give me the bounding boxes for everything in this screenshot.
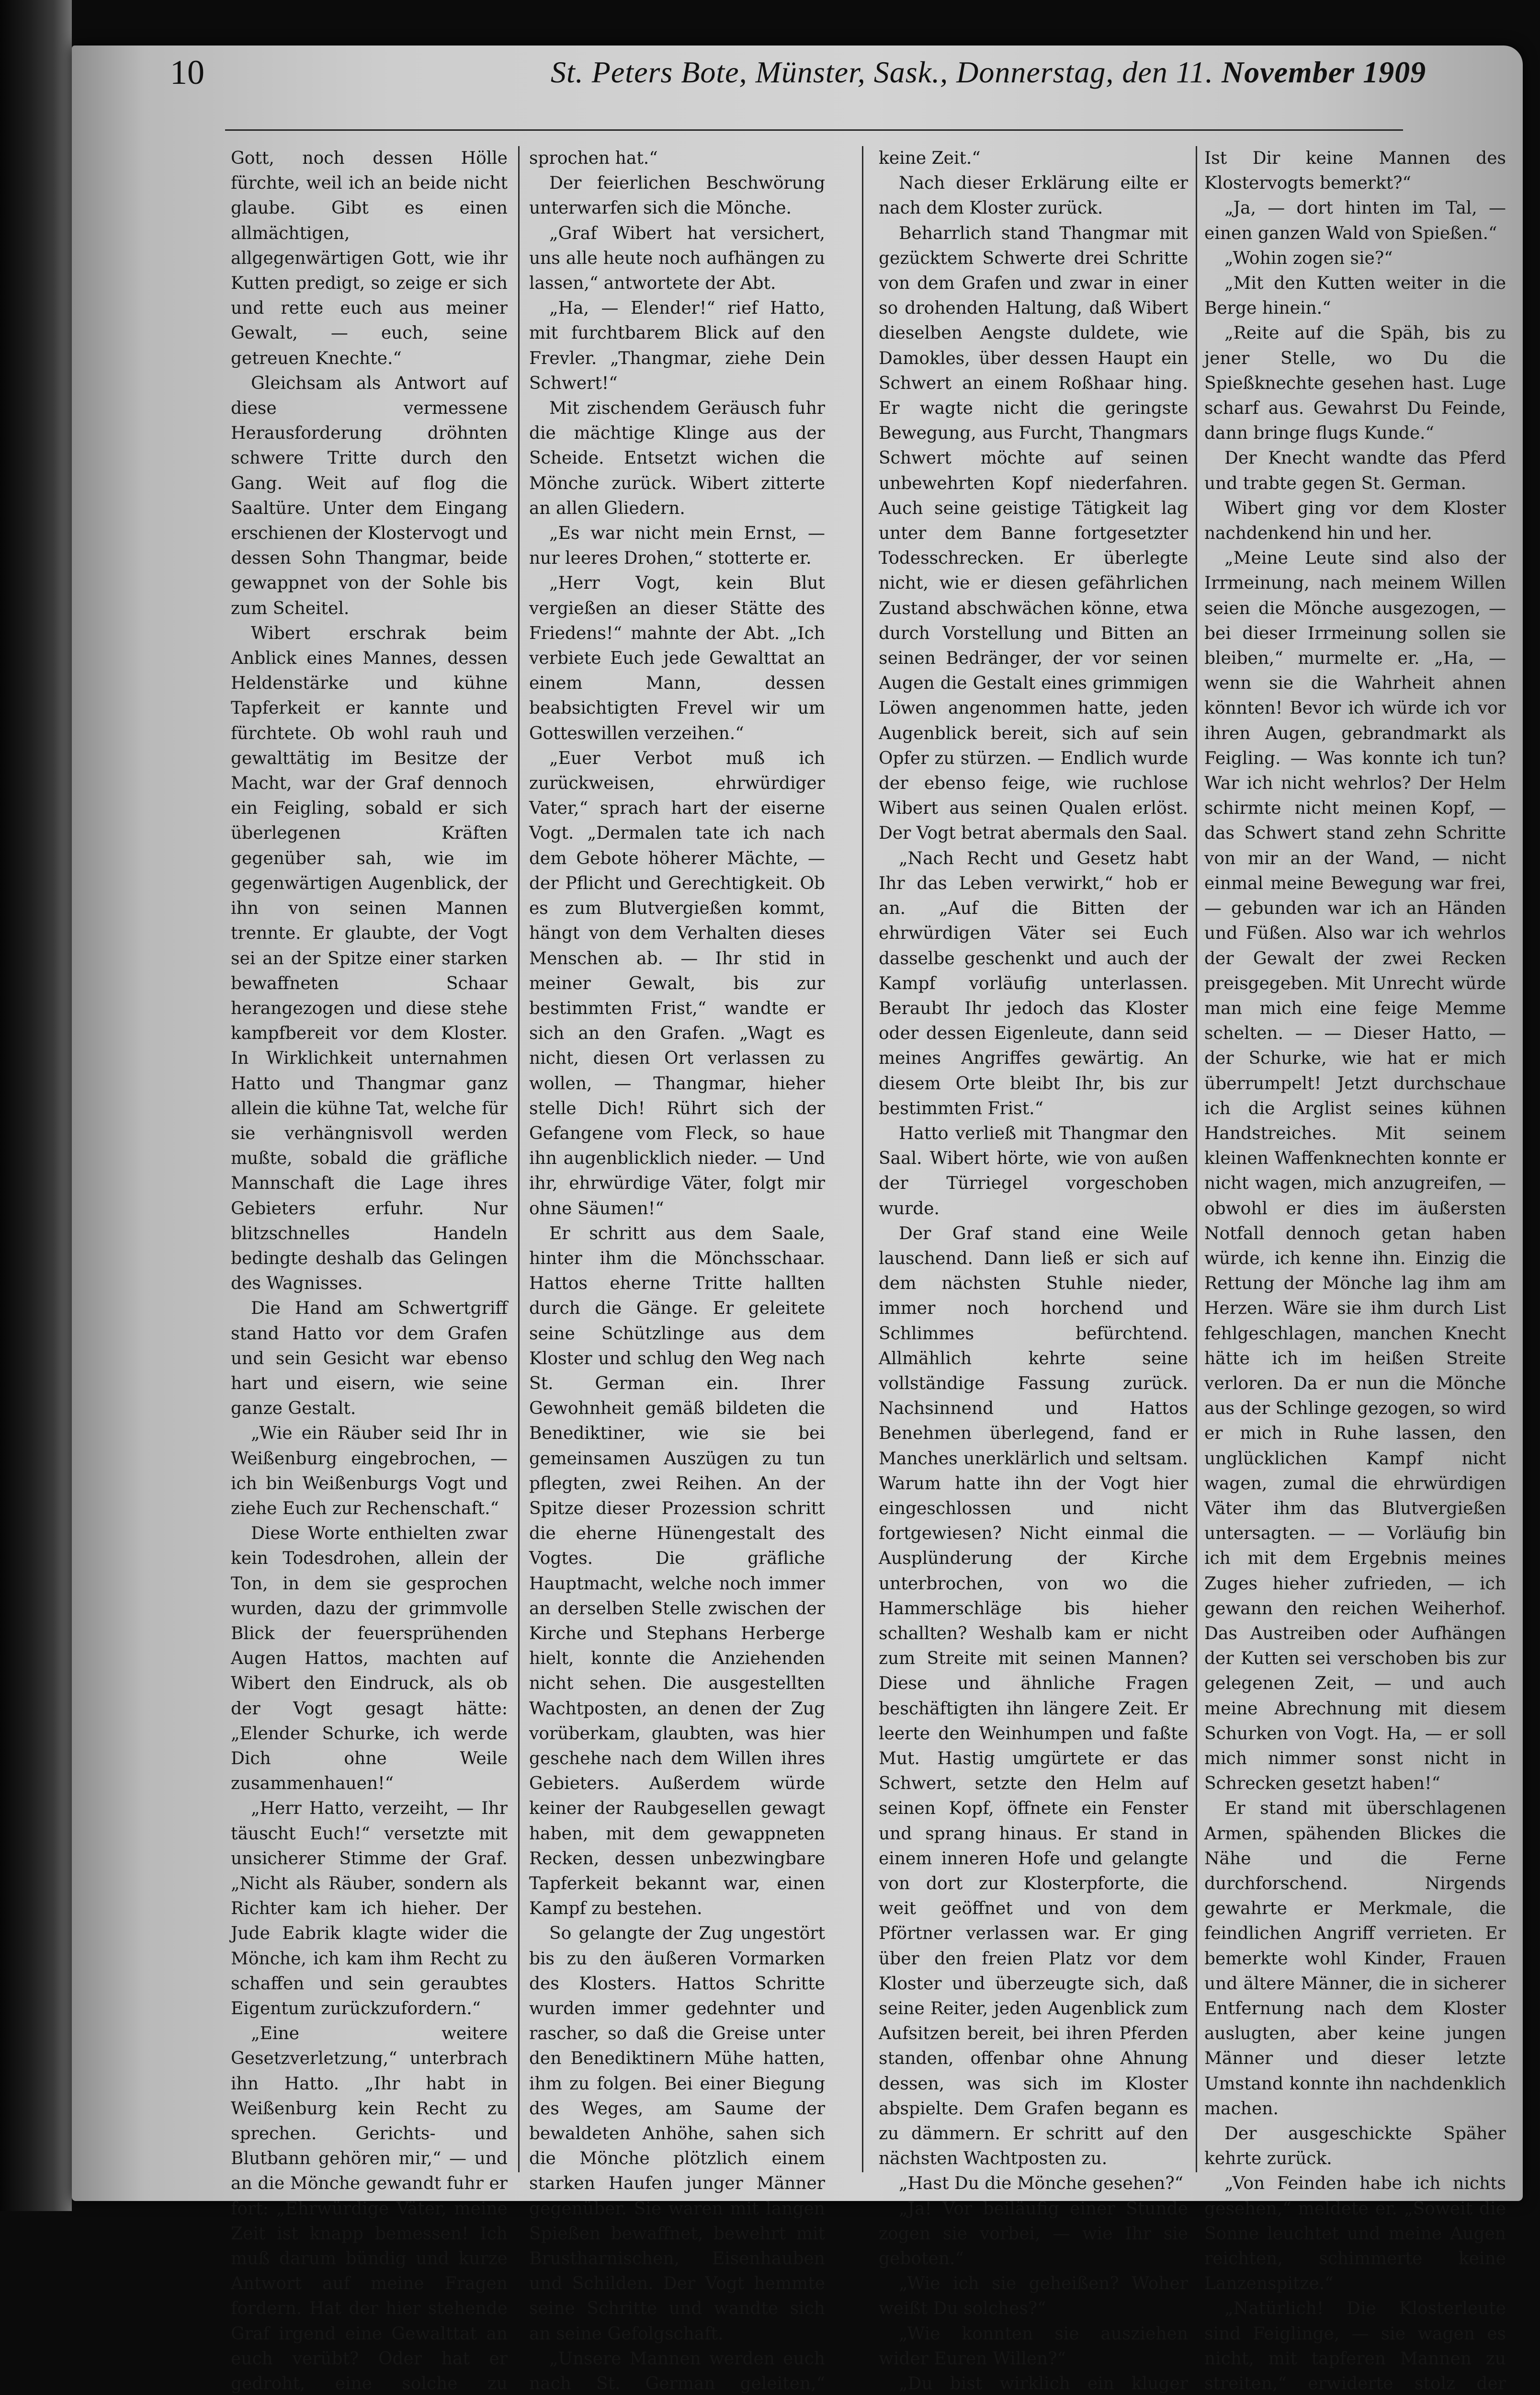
article-paragraph: sprochen hat.“: [529, 148, 658, 168]
article-paragraph: „Herr Vogt, kein Blut vergießen an dieser Stätte des Friedens!“ mahnte der Abt. „Ich verbiete Euch jede Gewalttat an einem Mann, dessen beabsichtigten Frevel wir um Gotteswillen verzeihen.“: [529, 573, 825, 743]
article-paragraph: „Ja! Vor beiläufig einer Stunde zogen sie vorbei, — wie Ihr sie geboten.“: [879, 2199, 1188, 2269]
article-paragraph: „Du bist wirklich ein kluger: [899, 2374, 1188, 2394]
header-rule: [225, 129, 1403, 131]
text-column-4: [1204, 146, 1506, 2394]
article-paragraph: Gleichsam als Antwort auf diese vermessene Herausforderung dröhnten schwere Tritte durch den Gang. Weit auf flog die Saaltüre. Unter dem Eingang erschienen der Klostervogt und dessen Sohn Thangmar, beide gewappnet von der Sohle bis zum Scheitel.: [231, 373, 508, 618]
article-paragraph: Wibert ging vor dem Kloster nachdenkend hin und her.: [1204, 498, 1506, 544]
article-paragraph: „Von Feinden habe ich nichts gesehen,“ meldete er. „Soweit die Sonne leuchtet und meine Augen reichten, schimmerte keine Lanzenspitze.“: [1204, 2174, 1506, 2294]
text-column-3: [879, 146, 1188, 2394]
book-spine: [0, 0, 72, 2211]
article-paragraph: „Natürlich! Die Klosterleute sind Feiglinge, — sie wagen es nicht, mit tapferen Mannen zu streiten,“ erwiderte stolz der: [1204, 2299, 1506, 2394]
article-paragraph: Beharrlich stand Thangmar mit gezücktem Schwerte drei Schritte von dem Grafen und zwar in einer so drohenden Haltung, daß Wibert dieselben Aengste duldete, wie Damokles, über dessen Haupt ein Schwert an einem Roßhaar hing. Er wagte nicht die geringste Bewegung, aus Furcht, Thangmars Schwert möchte auf seinen unbewehrten Kopf niederfahren. Auch seine geistige Tätigkeit lag unter dem Banne fortgesetzter Todesschrecken. Er überlegte nicht, wie er diesen gefährlichen Zustand abschwächen könne, etwa durch Vorstellung und Bitten an seinen Bedränger, der vor seinen Augen die Gestalt eines grimmigen Löwen angenommen hatte, jeden Augenblick bereit, sich auf sein Opfer zu stürzen. — Endlich wurde der ebenso feige, wie ruchlose Wibert aus seinen Qualen erlöst. Der Vogt betrat abermals den Saal.: [879, 223, 1188, 844]
article-paragraph: Der feierlichen Beschwörung unterwarfen sich die Mönche.: [529, 173, 825, 218]
column-divider: [862, 146, 863, 2172]
article-paragraph: „Wohin zogen sie?“: [1224, 248, 1393, 268]
article-paragraph: Wibert erschrak beim Anblick eines Mannes, dessen Heldenstärke und kühne Tapferkeit er kannte und fürchtete. Ob wohl rauh und gewalttätig im Besitze der Macht, war der Graf dennoch ein Feigling, sobald er sich überlegenen Kräften gegenüber sah, wie im gegenwärtigen Augenblick, der ihn von seinen Mannen trennte. Er glaubte, der Vogt sei an der Spitze einer starken bewaffneten Schaar herangezogen und diese stehe kampfbereit vor dem Kloster. In Wirklichkeit unternahmen Hatto und Thangmar ganz allein die kühne Tat, welche für sie verhängnisvoll werden mußte, sobald die gräfliche Mannschaft die Lage ihres Gebieters erfuhr. Nur blitzschnelles Handeln bedingte deshalb das Gelingen des Wagnisses.: [231, 623, 508, 1294]
article-paragraph: „Es war nicht mein Ernst, — nur leeres Drohen,“ stotterte er.: [529, 524, 825, 569]
column-divider: [518, 146, 520, 2172]
article-paragraph: „Mit den Kutten weiter in die Berge hinein.“: [1204, 274, 1506, 319]
masthead-prefix: St. Peters Bote, Münster, Sask., Donnerstag, den 11.: [551, 55, 1222, 89]
article-paragraph: „Unsere Mannen werden euch nach St. German geleiten,“: [529, 2349, 825, 2394]
article-paragraph: „Herr Hatto, verzeiht, — Ihr täuscht Euch!“ versetzte mit unsicherer Stimme der Graf. „Nicht als Räuber, sondern als Richter kam ich hieher. Der Jude Eabrik klagte wider die Mönche, ich kam ihm Recht zu schaffen und sein geraubtes Eigentum zurückzufordern.“: [231, 1799, 508, 2019]
article-paragraph: „Hast Du die Mönche gesehen?“: [899, 2174, 1184, 2194]
article-paragraph: „Wie ich sie geheißen? Woher weißt Du solches?“: [879, 2274, 1188, 2319]
article-paragraph: Er stand mit überschlagenen Armen, spähenden Blickes die Nähe und die Ferne durchforschend. Nirgends gewahrte er Merkmale, die feindlichen Angriff verrieten. Er bemerkte wohl Kinder, Frauen und ältere Männer, die in sicherer Entfernung nach dem Kloster auslugten, aber keine jungen Männer und dieser letzte Umstand konnte ihn nachdenklich machen.: [1204, 1799, 1506, 2119]
article-paragraph: „Nach Recht und Gesetz habt Ihr das Leben verwirkt,“ hob er an. „Auf die Bitten der ehrwürdigen Väter sei Euch dasselbe geschenkt und auch der Kampf vorläufig unterlassen. Beraubt Ihr jedoch das Kloster oder dessen Eigenleute, dann seid meines Angriffes gewärtig. An diesem Orte bleibt Ihr, bis zur bestimmten Frist.“: [879, 848, 1188, 1118]
page-number: 10: [170, 53, 204, 91]
article-paragraph: „Ja, — dort hinten im Tal, — einen ganzen Wald von Spießen.“: [1204, 198, 1506, 243]
article-paragraph: Diese Worte enthielten zwar kein Todesdrohen, allein der Ton, in dem sie gesprochen wurden, dazu der grimmvolle Blick der feuersprühenden Augen Hattos, machten auf Wibert den Eindruck, als ob der Vogt gesagt hätte: „Elender Schurke, ich werde Dich ohne Weile zusammenhauen!“: [231, 1524, 508, 1794]
article-paragraph: „Ha, — Elender!“ rief Hatto, mit furchtbarem Blick auf den Frevler. „Thangmar, ziehe Dein Schwert!“: [529, 298, 825, 393]
article-paragraph: Er schritt aus dem Saale, hinter ihm die Mönchsschaar. Hattos eherne Tritte hallten durch die Gänge. Er geleitete seine Schützlinge aus dem Kloster und schlug den Weg nach St. German ein. Ihrer Gewohnheit gemäß bildeten die Benediktiner, wie sie bei gemeinsamen Auszügen zu tun pflegten, zwei Reihen. An der Spitze dieser Prozession schritt die eherne Hünengestalt des Vogtes. Die gräfliche Hauptmacht, welche noch immer an derselben Stelle zwischen der Kirche und Stephans Herberge hielt, konnte die Anziehenden nicht sehen. Die ausgestellten Wachtposten, an denen der Zug vorüberkam, glaubten, was hier geschehe nach dem Willen ihres Gebieters. Außerdem würde keiner der Raubgesellen gewagt haben, mit dem gewappneten Recken, dessen unbezwingbare Tapferkeit bekannt war, einen Kampf zu bestehen.: [529, 1223, 825, 1919]
article-paragraph: Mit zischendem Geräusch fuhr die mächtige Klinge aus der Scheide. Entsetzt wichen die Mönche zurück. Wibert zitterte an allen Gliedern.: [529, 399, 825, 518]
article-paragraph: Nach dieser Erklärung eilte er nach dem Kloster zurück.: [879, 173, 1188, 218]
article-paragraph: „Wie konnten sie ausziehen wider Euren Willen?“: [879, 2324, 1188, 2369]
masthead: [551, 55, 1427, 90]
article-paragraph: keine Zeit.“: [879, 148, 981, 168]
article-paragraph: „Meine Leute sind also der Irrmeinung, nach meinem Willen seien die Mönche ausgezogen, — bei dieser Irrmeinung sollen sie bleiben,“ murmelte er. „Ha, — wenn sie die Wahrheit ahnen könnten! Bevor ich würde ich vor ihren Augen, gebrandmarkt als Feigling. — Was konnte ich tun? War ich nicht wehrlos? Der Helm schirmte nicht meinen Kopf, — das Schwert stand zehn Schritte von mir an der Wand, — nicht einmal meine Bewegung war frei, — gebunden war ich an Händen und Füßen. Also war ich wehrlos der Gewalt der zwei Recken preisgegeben. Mit Unrecht würde man mich eine feige Memme schelten. — — Dieser Hatto, — der Schurke, wie hat er mich überrumpelt! Jetzt durchschaue ich die Arglist seines kühnen Handstreiches. Mit seinem kleinen Waffenknechten konnte er nicht wagen, mich anzugreifen, — obwohl er dies im äußersten Notfall dennoch getan haben würde, ich kenne ihn. Einzig die Rettung der Mönche lag ihm am Herzen. Wäre sie ihm durch List fehlgeschlagen, manchen Knecht hätte ich im heißen Streite verloren. Da er nun die Mönche aus der Schlinge gezogen, so wird er mich in Ruhe lassen, den unglücklichen Kampf nicht wagen, zumal die ehrwürdigen Väter ihm das Blutvergießen untersagten. — — Vorläufig bin ich mit dem Ergebnis meines Zuges hieher zufrieden, — ich gewann den reichen Weiherhof. Das Austreiben oder Aufhängen der Kutten sei verschoben bis zur gelegenen Zeit, — und auch meine Abrechnung mit diesem Schurken von Vogt. Ha, — er soll mich nimmer sonst nicht in Schrecken gesetzt haben!“: [1204, 548, 1506, 1794]
article-paragraph: Gott, noch dessen Hölle fürchte, weil ich an beide nicht glaube. Gibt es einen allmächtigen, allgegenwärtigen Gott, wie ihr Kutten predigt, so zeige er sich und rette euch aus meiner Gewalt, — euch, seine getreuen Knechte.“: [231, 148, 508, 368]
article-paragraph: So gelangte der Zug ungestört bis zu den äußeren Vormarken des Klosters. Hattos Schritte wurden immer gedehnter und rascher, so daß die Greise unter den Benediktinern Mühe hatten, ihm zu folgen. Bei einer Biegung des Weges, am Saume der bewaldeten Anhöhe, sahen sich die Mönche plötzlich einem starken Haufen junger Männer gegenüber. Sie waren mit langen Spießen bewaffnet, bewehrt mit Brustharnischen, Eisenhauben und Schilden. Der Vogt hemmte seine Schritte und wandte sich an seine Gefolgschaft.: [529, 1924, 825, 2344]
text-column-2: [529, 146, 825, 2394]
article-paragraph: Die Hand am Schwertgriff stand Hatto vor dem Grafen und sein Gesicht war ebenso hart und eisern, wie seine ganze Gestalt.: [231, 1299, 508, 1419]
article-paragraph: Der ausgeschickte Späher kehrte zurück.: [1204, 2124, 1506, 2169]
article-paragraph: „Eine weitere Gesetzverletzung,“ unterbrach ihn Hatto. „Ihr habt in Weißenburg kein Recht zu sprechen. Gerichts- und Blutbann gehören mir,“ — und an die Mönche gewandt fuhr er fort: „Ehrwürdige Väter, meine Zeit ist knapp bemessen! Ich muß darum bündig und kurze Antwort auf meine Fragen fordern. Hat der hier stehende Graf irgend eine Gewalttat an euch verübt? Oder hat er gedroht, eine solche zu: [231, 2024, 508, 2394]
masthead-date: November 1909: [1221, 55, 1427, 89]
article-paragraph: Der Knecht wandte das Pferd und trabte gegen St. German.: [1204, 448, 1506, 493]
article-paragraph: „Graf Wibert hat versichert, uns alle heute noch aufhängen zu lassen,“ antwortete der Abt.: [529, 223, 825, 294]
column-divider: [1196, 146, 1197, 2172]
article-paragraph: „Wie ein Räuber seid Ihr in Weißenburg eingebrochen, — ich bin Weißenburgs Vogt und ziehe Euch zur Rechenschaft.“: [231, 1424, 508, 1518]
article-paragraph: Der Graf stand eine Weile lauschend. Dann ließ er sich auf dem nächsten Stuhle nieder, immer noch horchend und Schlimmes befürchtend. Allmählich kehrte seine vollständige Fassung zurück. Nachsinnend und Hattos Benehmen überlegend, fand er Manches unerklärlich und seltsam. Warum hatte ihn der Vogt hier eingeschlossen und nicht fortgewiesen? Nicht einmal die Ausplünderung der Kirche unterbrochen, von wo die Hammerschläge bis hieher schallten? Weshalb kam er nicht zum Streite mit seinen Mannen? Diese und ähnliche Fragen beschäftigten ihn längere Zeit. Er leerte den Weinhumpen und faßte Mut. Hastig umgürtete er das Schwert, setzte den Helm auf seinen Kopf, öffnete ein Fenster und sprang hinaus. Er stand in einem inneren Hofe und gelangte von dort zur Klosterpforte, die weit geöffnet und von dem Pförtner verlassen war. Er ging über den freien Platz vor dem Kloster und überzeugte sich, daß seine Reiter, jeden Augenblick zum Aufsitzen bereit, bei ihren Pferden standen, offenbar ohne Ahnung dessen, was sich im Kloster abspielte. Dem Grafen begann es zu dämmern. Er schritt auf den nächsten Wachtposten zu.: [879, 1223, 1188, 2169]
article-paragraph: Hatto verließ mit Thangmar den Saal. Wibert hörte, wie von außen der Türriegel vorgeschoben wurde.: [879, 1123, 1188, 1219]
article-paragraph: „Euer Verbot muß ich zurückweisen, ehrwürdiger Vater,“ sprach hart der eiserne Vogt. „Dermalen tate ich nach dem Gebote höherer Mächte, — der Pflicht und Gerechtigkeit. Ob es zum Blutvergießen kommt, hängt von dem Verhalten dieses Menschen ab. — Ihr stid in meiner Gewalt, bis zur bestimmten Frist,“ wandte er sich an den Grafen. „Wagt es nicht, diesen Ort verlassen zu wollen, — Thangmar, hieher stelle Dich! Rührt sich der Gefangene vom Fleck, so haue ihn augenblicklich nieder. — Und ihr, ehrwürdige Väter, folgt mir ohne Säumen!“: [529, 748, 825, 1219]
article-paragraph: „Reite auf die Späh, bis zu jener Stelle, wo Du die Spießknechte gesehen hast. Luge scharf aus. Gewahrst Du Feinde, dann bringe flugs Kunde.“: [1204, 323, 1506, 444]
text-column-1: [231, 146, 508, 2394]
article-paragraph: Ist Dir keine Mannen des Klostervogts bemerkt?“: [1204, 148, 1506, 194]
